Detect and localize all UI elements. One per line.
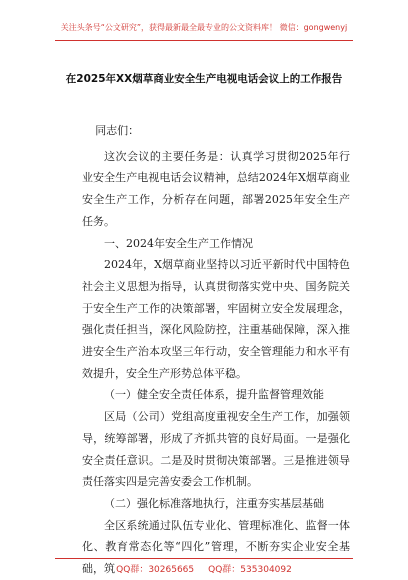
- salutation: 同志们：: [95, 124, 140, 137]
- document-title: 在2025年XX烟草商业安全生产电视电话会议上的工作报告: [65, 73, 343, 85]
- header-divider: [55, 40, 353, 41]
- paragraph-foundation: 全区系统通过队伍专业化、管理标准化、监督一体化、教育常态化等“四化”管理，不断夯实企业安全基础，筑: [82, 518, 350, 576]
- promo-footer: [0, 562, 408, 575]
- paragraph-intro: 这次会议的主要任务是：认真学习贯彻2025年行业安全生产电视电话会议精神，总结2024年X烟草商业安全生产工作，分析存在问题，部署2025年安全生产任务。: [82, 149, 350, 228]
- subsection-heading-1: （一）健全安全责任体系，提升监督管理效能: [104, 388, 324, 402]
- paragraph-responsibility: 区局（公司）党组高度重视安全生产工作，加强领导，统筹部署，形成了齐抓共管的良好局面。一是强化安全责任意识。二是及时贯彻决策部署。三是推进领导责任落实四是完善安委会工作机制。: [82, 410, 350, 489]
- qq-group-2: QQ群：535304092: [208, 565, 292, 575]
- qq-group-1: QQ群：30265665: [116, 565, 195, 575]
- promo-header: 关注头条号“公文研究”，获得最新最全最专业的公文资料库！ 微信：gongwenyj: [60, 23, 348, 32]
- document-body: [82, 120, 350, 580]
- paragraph-2024-summary: 2024年，X烟草商业坚持以习近平新时代中国特色社会主义思想为指导，认真贯彻落实党中央、国务院关于安全生产工作的决策部署，牢固树立安全发展理念，强化责任担当，深化风险防控，注重基础保障，深入推进安全生产治本攻坚三年行动，安全管理能力和水平有效提升，安全生产形势总体平稳。: [82, 258, 350, 380]
- section-heading-1: 一、2024年安全生产工作情况: [104, 236, 253, 250]
- subsection-heading-2: （二）强化标准落地执行，注重夯实基层基础: [104, 496, 324, 510]
- footer-divider: [55, 558, 353, 559]
